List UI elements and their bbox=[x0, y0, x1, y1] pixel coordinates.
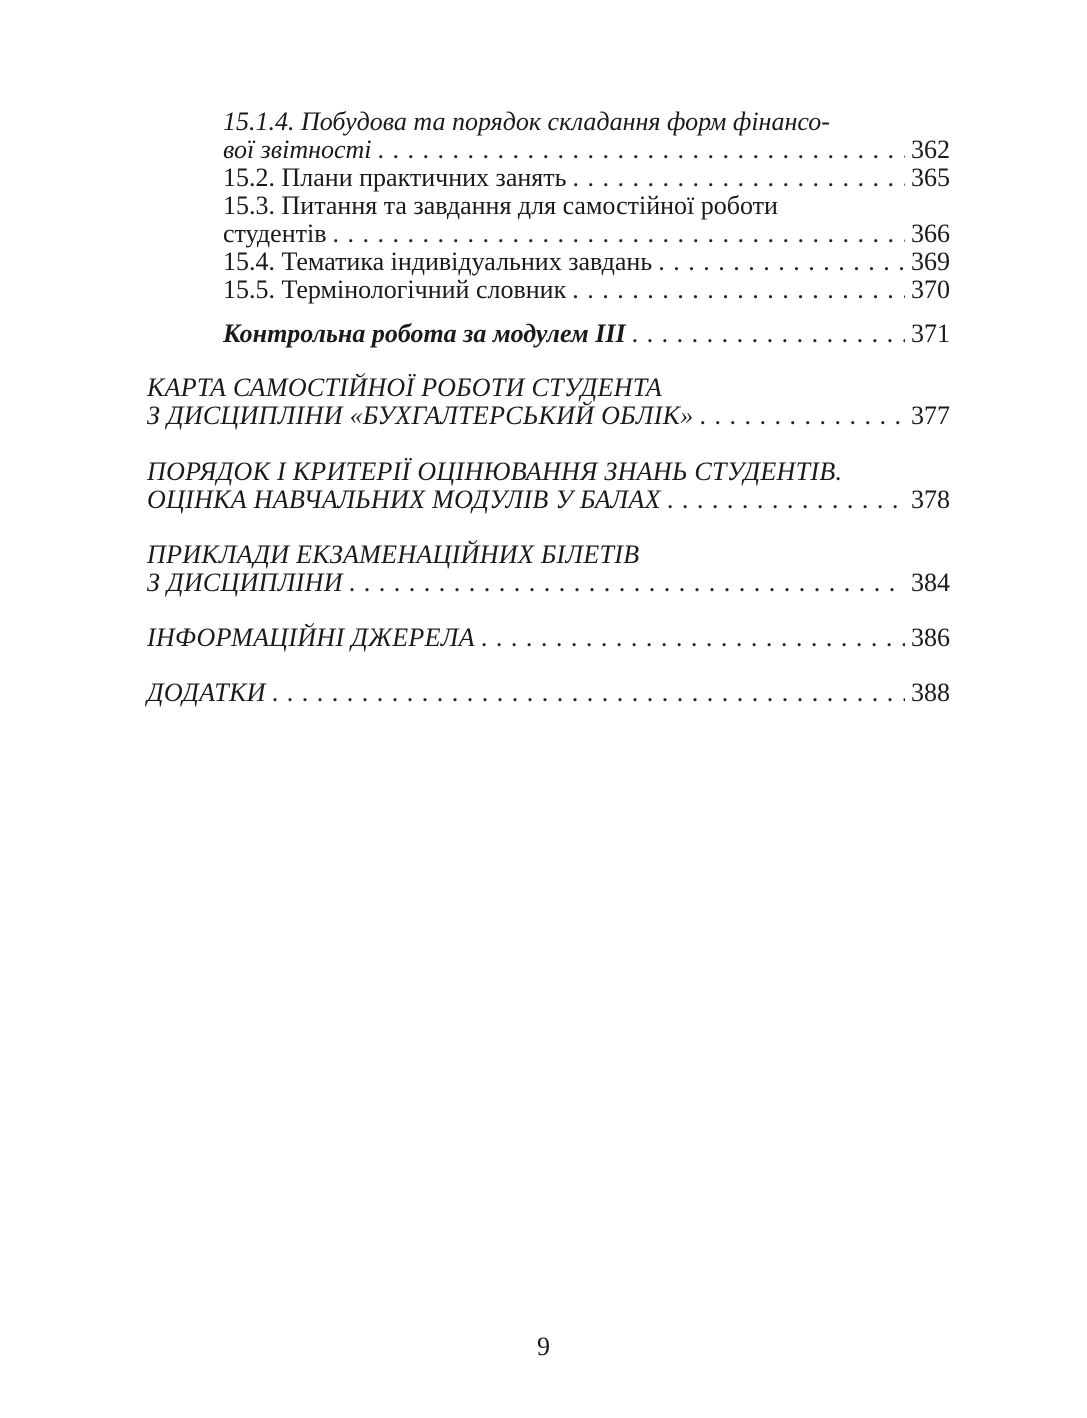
toc-page-number: 384 bbox=[911, 568, 950, 597]
toc-entry-exam-samples bbox=[147, 541, 950, 597]
toc-page-number: 386 bbox=[911, 623, 950, 652]
toc-entry-15-2 bbox=[223, 164, 950, 192]
toc-entry-15-5 bbox=[223, 276, 950, 304]
toc-entry-line bbox=[223, 136, 950, 164]
dot-leader bbox=[658, 248, 905, 276]
toc-entry-line bbox=[147, 486, 950, 514]
toc-page-number: 378 bbox=[911, 485, 950, 514]
toc-page-number: 370 bbox=[911, 275, 950, 304]
toc-entry-line bbox=[223, 276, 950, 304]
toc-entry-title: ПОРЯДОК І КРИТЕРІЇ ОЦІНЮВАННЯ ЗНАНЬ СТУДЕНТІВ. bbox=[147, 457, 843, 486]
toc-entry-line bbox=[223, 192, 950, 220]
dot-leader bbox=[272, 679, 905, 707]
dot-leader bbox=[481, 624, 905, 652]
toc-page-number: 388 bbox=[911, 678, 950, 707]
toc-entry-line bbox=[147, 541, 950, 569]
toc-entry-title: ДОДАТКИ bbox=[147, 678, 266, 707]
toc-entry-title: КАРТА САМОСТІЙНОЇ РОБОТИ СТУДЕНТА bbox=[147, 373, 663, 402]
toc-entry-title: ІНФОРМАЦІЙНІ ДЖЕРЕЛА bbox=[147, 623, 475, 652]
dot-leader bbox=[632, 320, 905, 348]
toc-page-number: 371 bbox=[911, 319, 950, 348]
toc-page-number: 366 bbox=[911, 219, 950, 248]
toc-entry-title: Контрольна робота за модулем ІІІ bbox=[223, 319, 626, 348]
toc-entry-title-cont: вої звітності bbox=[223, 135, 372, 164]
dot-leader bbox=[667, 486, 905, 514]
dot-leader bbox=[700, 402, 905, 430]
toc-entry-15-1-4 bbox=[223, 108, 950, 164]
toc-entry-title: 15.5. Термінологічний словник bbox=[223, 275, 567, 304]
toc-page-number: 369 bbox=[911, 247, 950, 276]
toc-entry-line bbox=[223, 320, 950, 348]
toc-entry-information-sources bbox=[147, 624, 950, 652]
toc-entry-15-4 bbox=[223, 248, 950, 276]
dot-leader bbox=[349, 569, 905, 597]
toc-entry-title-cont: З ДИСЦИПЛІНИ «БУХГАЛТЕРСЬКИЙ ОБЛІК» bbox=[147, 401, 694, 430]
dot-leader bbox=[572, 164, 905, 192]
toc-entry-line bbox=[223, 164, 950, 192]
toc-entry-title: 15.4. Тематика індивідуальних завдань bbox=[223, 247, 653, 276]
toc-entry-assessment-criteria bbox=[147, 458, 950, 514]
toc-page-number: 377 bbox=[911, 401, 950, 430]
dot-leader bbox=[332, 220, 905, 248]
toc-entry-line bbox=[223, 248, 950, 276]
toc-entry-line bbox=[147, 569, 950, 597]
toc-entry-student-work-card bbox=[147, 374, 950, 430]
toc-entry-title-cont: З ДИСЦИПЛІНИ bbox=[147, 568, 343, 597]
toc-entry-line bbox=[147, 374, 950, 402]
toc-entry-module-test bbox=[223, 320, 950, 348]
toc-entry-title-cont: ОЦІНКА НАВЧАЛЬНИХ МОДУЛІВ У БАЛАХ bbox=[147, 485, 661, 514]
toc-entry-line bbox=[147, 679, 950, 707]
toc-entry-line bbox=[223, 220, 950, 248]
toc-entry-title: 15.1.4. Побудова та порядок складання форм фінансо- bbox=[223, 107, 830, 136]
toc-page-number: 365 bbox=[911, 163, 950, 192]
toc-entry-title: ПРИКЛАДИ ЕКЗАМЕНАЦІЙНИХ БІЛЕТІВ bbox=[147, 540, 640, 569]
toc-entry-line bbox=[223, 108, 950, 136]
dot-leader bbox=[378, 136, 905, 164]
toc-entry-15-3 bbox=[223, 192, 950, 248]
toc-entry-title-cont: студентів bbox=[223, 219, 327, 248]
toc-entry-line bbox=[147, 402, 950, 430]
page-number: 9 bbox=[537, 1332, 550, 1361]
toc-entry-appendices bbox=[147, 679, 950, 707]
toc-page-number: 362 bbox=[911, 135, 950, 164]
toc-entry-title: 15.2. Плани практичних занять bbox=[223, 163, 567, 192]
toc-entry-line bbox=[147, 458, 950, 486]
toc-entry-title: 15.3. Питання та завдання для самостійної роботи bbox=[223, 191, 778, 220]
toc-entry-line bbox=[147, 624, 950, 652]
dot-leader bbox=[572, 276, 905, 304]
